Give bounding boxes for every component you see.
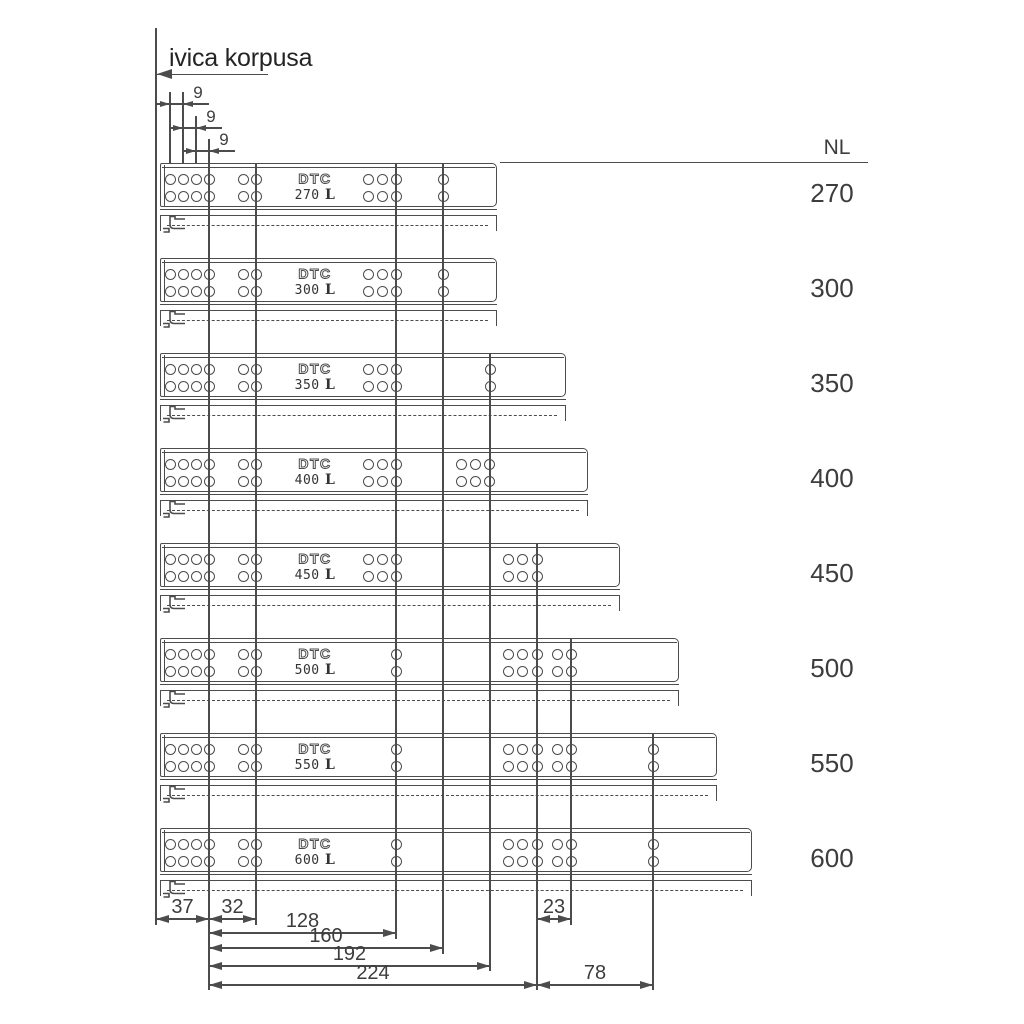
dim-arrow-icon — [430, 944, 443, 952]
rail-hole — [178, 459, 189, 470]
rail-size-label — [280, 377, 350, 394]
rail-hole — [456, 459, 467, 470]
rail-hole — [517, 554, 528, 565]
rail-hole — [178, 269, 189, 280]
rail-hole — [238, 459, 249, 470]
rail-hole — [165, 666, 176, 677]
rail-size-value: 270 — [294, 188, 320, 203]
dim-value: 160 — [309, 925, 343, 947]
rail-hole — [178, 666, 189, 677]
rail-size-suffix: L — [319, 567, 336, 583]
rail-hook-icon — [161, 403, 189, 423]
rail-body — [160, 448, 588, 492]
rail-hole — [238, 856, 249, 867]
rail-hole — [191, 761, 202, 772]
rail-hole — [470, 476, 481, 487]
rail-left-inner-line — [164, 735, 165, 776]
rail-hole — [363, 476, 374, 487]
dim-arrow-icon — [209, 981, 222, 989]
rail-left-inner-line — [164, 450, 165, 491]
rail-hole — [377, 554, 388, 565]
rail-hole — [178, 744, 189, 755]
nl-value-270: 270 — [810, 178, 854, 208]
rail-body — [160, 353, 566, 397]
rail-size-suffix: L — [319, 852, 336, 868]
rail-hole — [191, 744, 202, 755]
rail-hole — [377, 459, 388, 470]
rail-hole — [517, 666, 528, 677]
rail-size-value: 600 — [294, 853, 320, 868]
rail-hole — [238, 476, 249, 487]
rail-size-label — [280, 567, 350, 584]
construction-line — [208, 139, 209, 990]
rail-hole — [191, 554, 202, 565]
nl-value-450: 450 — [810, 558, 854, 588]
rail-hole — [178, 364, 189, 375]
rail-size-suffix: L — [319, 282, 336, 298]
rail-size-value: 450 — [294, 568, 320, 583]
rail-hole — [191, 364, 202, 375]
rail-left-inner-line — [164, 165, 165, 206]
rail-hole — [363, 286, 374, 297]
rail-hole — [377, 174, 388, 185]
rail-hole — [165, 839, 176, 850]
rail-size-suffix: L — [319, 187, 336, 203]
rail-hole — [165, 286, 176, 297]
rail-hole — [178, 554, 189, 565]
rail-hole — [191, 476, 202, 487]
rail-hole — [363, 191, 374, 202]
rail-hole — [238, 744, 249, 755]
rail-hole — [165, 269, 176, 280]
rail-hook-icon — [161, 688, 189, 708]
nl-column-header: NL — [823, 136, 851, 159]
brand-logo — [287, 741, 343, 757]
left-arrow-icon — [157, 69, 172, 79]
rail-hook-icon — [161, 308, 189, 328]
rail-hole — [503, 744, 514, 755]
nl-value-350: 350 — [810, 368, 854, 398]
dim-value: 32 — [221, 896, 244, 918]
rail-hole — [238, 666, 249, 677]
rail-lower-profile — [160, 595, 620, 611]
nl-value-600: 600 — [810, 843, 854, 873]
rail-hole — [178, 649, 189, 660]
rail-top-inner-line — [162, 642, 677, 643]
rail-top-inner-line — [162, 262, 495, 263]
rail-hole — [191, 839, 202, 850]
rail-hole — [178, 286, 189, 297]
rail-hook-icon — [161, 783, 189, 803]
rail-hole — [377, 191, 388, 202]
rail-hole — [191, 191, 202, 202]
rail-hole — [191, 381, 202, 392]
rail-hook-icon — [161, 593, 189, 613]
rail-hole — [165, 744, 176, 755]
construction-line — [536, 543, 537, 990]
dim-arrow-icon — [477, 962, 490, 970]
rail-hole — [503, 649, 514, 660]
rail-hole — [238, 286, 249, 297]
dim-value: 78 — [583, 962, 607, 984]
rail-hole — [552, 666, 563, 677]
rail-body — [160, 543, 620, 587]
rail-body — [160, 828, 752, 872]
brand-logo — [287, 551, 343, 567]
rail-hole — [363, 364, 374, 375]
rail-hole — [165, 571, 176, 582]
dim-value: 37 — [171, 896, 194, 918]
rail-hole — [517, 761, 528, 772]
brand-logo — [287, 171, 343, 187]
rail-lower-profile — [160, 500, 588, 516]
brand-logo — [287, 361, 343, 377]
construction-line — [395, 163, 396, 939]
rail-hole — [238, 649, 249, 660]
rail-lower-profile — [160, 785, 717, 801]
rail-size-value: 300 — [294, 283, 320, 298]
rail-size-label — [280, 662, 350, 679]
rail-body — [160, 638, 679, 682]
rail-top-inner-line — [162, 737, 715, 738]
rail-hole — [363, 571, 374, 582]
rail-bottom-dashed-line — [167, 890, 743, 891]
dim-value: 192 — [332, 943, 367, 965]
construction-line — [442, 163, 443, 954]
nl-header-line — [500, 162, 868, 163]
rail-hole — [503, 839, 514, 850]
rail-lower-profile — [160, 405, 566, 421]
dim-value: 9 — [193, 83, 203, 102]
cabinet-edge-line — [155, 28, 156, 925]
rail-hole — [377, 571, 388, 582]
rail-left-inner-line — [164, 355, 165, 396]
dim-arrow-icon — [383, 929, 396, 937]
rail-hole — [238, 174, 249, 185]
rail-bottom-dashed-line — [167, 795, 708, 796]
nl-value-300: 300 — [810, 273, 854, 303]
rail-size-label — [280, 472, 350, 489]
page-title: ivica korpusa — [169, 44, 313, 72]
rail-bottom-dashed-line — [167, 415, 557, 416]
rail-hook-icon — [161, 878, 189, 898]
cabinet-edge-leader-line — [157, 74, 268, 76]
rail-bottom-dashed-line — [167, 510, 579, 511]
rail-hook-icon — [161, 213, 189, 233]
rail-hole — [191, 459, 202, 470]
rail-hole — [552, 839, 563, 850]
rail-hole — [165, 856, 176, 867]
rail-hole — [165, 459, 176, 470]
dim-value: 23 — [542, 896, 566, 918]
rail-hole — [363, 381, 374, 392]
construction-line — [489, 353, 490, 971]
rail-hole — [503, 571, 514, 582]
rail-hole — [178, 191, 189, 202]
rail-hole — [377, 476, 388, 487]
rail-hole — [377, 286, 388, 297]
rail-size-value: 350 — [294, 378, 320, 393]
rail-size-label — [280, 187, 350, 204]
rail-hole — [238, 269, 249, 280]
rail-size-label — [280, 282, 350, 299]
rail-hole — [552, 856, 563, 867]
rail-size-label — [280, 757, 350, 774]
rail-size-suffix: L — [319, 757, 336, 773]
rail-hole — [363, 554, 374, 565]
rail-hole — [191, 649, 202, 660]
rail-size-suffix: L — [319, 662, 336, 678]
rail-hole — [552, 649, 563, 660]
rail-hole — [178, 856, 189, 867]
rail-hole — [363, 269, 374, 280]
rail-bottom-dashed-line — [167, 700, 670, 701]
rail-hole — [165, 761, 176, 772]
rail-lower-profile — [160, 215, 497, 231]
rail-hole — [178, 174, 189, 185]
rail-size-label — [280, 852, 350, 869]
rail-hole — [456, 476, 467, 487]
rail-hole — [517, 649, 528, 660]
rail-hole — [503, 856, 514, 867]
rail-hook-icon — [161, 498, 189, 518]
rail-hole — [165, 191, 176, 202]
rail-hole — [238, 364, 249, 375]
rail-hole — [191, 286, 202, 297]
brand-logo — [287, 456, 343, 472]
rail-hole — [363, 174, 374, 185]
rail-hole — [238, 381, 249, 392]
rail-hole — [517, 744, 528, 755]
rail-hole — [165, 364, 176, 375]
rail-bottom-dashed-line — [167, 605, 611, 606]
rail-lower-profile — [160, 690, 679, 706]
rail-hole — [165, 649, 176, 660]
svg-text:DTC: DTC — [298, 741, 332, 757]
svg-text:DTC: DTC — [298, 836, 332, 852]
rail-hole — [178, 839, 189, 850]
dim-arrow-icon — [209, 944, 222, 952]
svg-text:DTC: DTC — [298, 551, 332, 567]
svg-text:DTC: DTC — [298, 646, 332, 662]
rail-hole — [238, 191, 249, 202]
rail-left-inner-line — [164, 260, 165, 301]
nl-value-400: 400 — [810, 463, 854, 493]
construction-line — [652, 733, 653, 990]
rail-hole — [470, 459, 481, 470]
rail-hole — [503, 666, 514, 677]
dim-value: 128 — [285, 910, 320, 932]
construction-line — [255, 163, 256, 925]
rail-hole — [517, 856, 528, 867]
rail-size-value: 500 — [294, 663, 320, 678]
dim-value: 9 — [219, 130, 229, 149]
rail-hole — [191, 174, 202, 185]
brand-logo — [287, 266, 343, 282]
rail-bottom-dashed-line — [167, 320, 488, 321]
rail-hole — [191, 856, 202, 867]
rail-hole — [552, 744, 563, 755]
rail-hole — [552, 761, 563, 772]
rail-hole — [165, 476, 176, 487]
rail-lower-profile — [160, 880, 752, 896]
rail-left-inner-line — [164, 830, 165, 871]
rail-hole — [238, 554, 249, 565]
rail-hole — [165, 174, 176, 185]
rail-hole — [503, 554, 514, 565]
nl-value-550: 550 — [810, 748, 854, 778]
dim-value: 224 — [356, 962, 390, 984]
rail-hole — [517, 839, 528, 850]
rail-top-inner-line — [162, 547, 618, 548]
rail-hole — [363, 459, 374, 470]
rail-hole — [165, 381, 176, 392]
rail-hole — [191, 269, 202, 280]
rail-hole — [377, 364, 388, 375]
svg-text:DTC: DTC — [298, 171, 332, 187]
rail-hole — [377, 269, 388, 280]
dim-arrow-icon — [209, 962, 222, 970]
rail-hole — [238, 761, 249, 772]
brand-logo — [287, 836, 343, 852]
rail-hole — [191, 666, 202, 677]
rail-lower-profile — [160, 310, 497, 326]
rail-hole — [178, 476, 189, 487]
svg-text:DTC: DTC — [298, 266, 332, 282]
rail-hole — [238, 571, 249, 582]
rail-top-inner-line — [162, 167, 495, 168]
rail-size-suffix: L — [319, 377, 336, 393]
construction-line — [570, 638, 571, 925]
dim-arrow-icon — [209, 929, 222, 937]
dim-value: 9 — [206, 107, 216, 126]
nl-value-500: 500 — [810, 653, 854, 683]
rail-top-inner-line — [162, 357, 564, 358]
rail-hole — [377, 381, 388, 392]
rail-hole — [191, 571, 202, 582]
rail-hole — [517, 571, 528, 582]
brand-logo — [287, 646, 343, 662]
rail-hole — [178, 571, 189, 582]
rail-hole — [165, 554, 176, 565]
rail-bottom-dashed-line — [167, 225, 488, 226]
rail-size-value: 400 — [294, 473, 320, 488]
rail-size-value: 550 — [294, 758, 320, 773]
dim-arrow-icon — [524, 981, 537, 989]
rail-left-inner-line — [164, 640, 165, 681]
rail-left-inner-line — [164, 545, 165, 586]
rail-top-inner-line — [162, 452, 586, 453]
rail-top-inner-line — [162, 832, 750, 833]
rail-hole — [178, 761, 189, 772]
rail-hole — [178, 381, 189, 392]
rail-hole — [238, 839, 249, 850]
svg-text:DTC: DTC — [298, 456, 332, 472]
svg-text:DTC: DTC — [298, 361, 332, 377]
rail-hole — [503, 761, 514, 772]
rail-size-suffix: L — [319, 472, 336, 488]
